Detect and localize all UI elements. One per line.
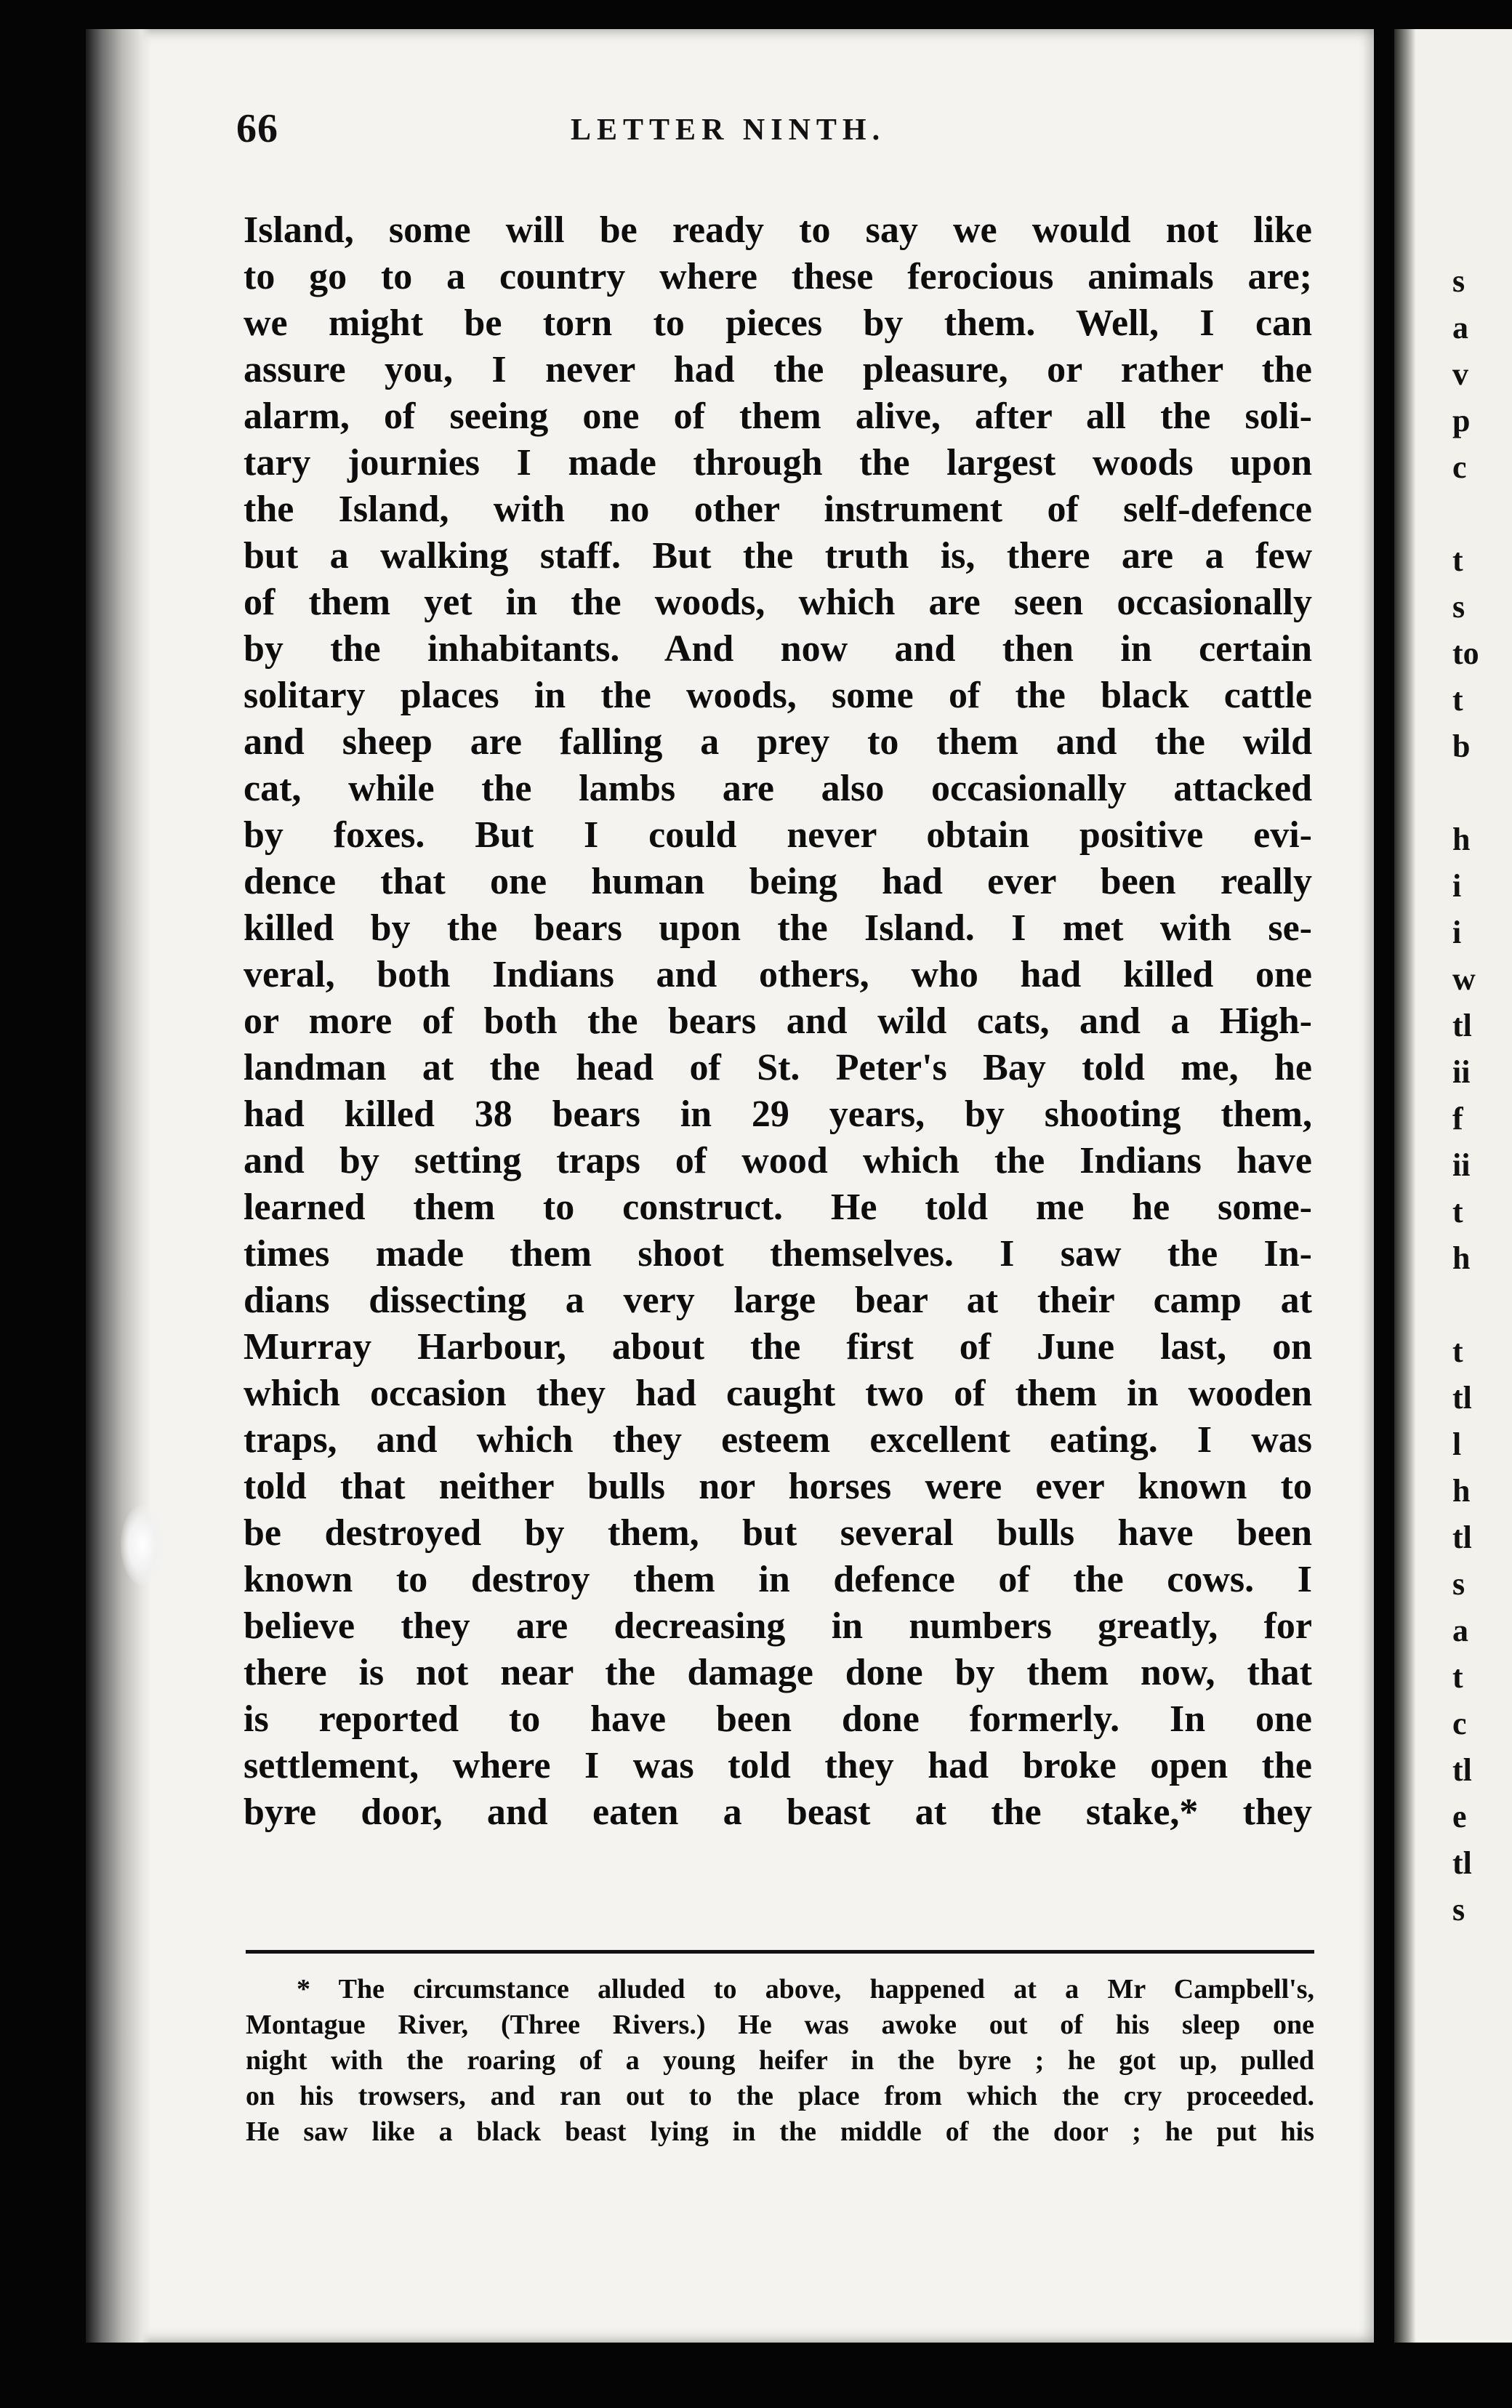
- facing-page-letter: h: [1452, 1240, 1471, 1276]
- facing-page-letter-column: [1452, 258, 1511, 1933]
- facing-page-letter: a: [1452, 310, 1468, 345]
- facing-page-letter: l: [1452, 1426, 1462, 1462]
- body-line: there is not near the damage done by them now, that: [244, 1652, 1312, 1693]
- facing-page-letter: t: [1452, 682, 1463, 718]
- page-number: 66: [236, 106, 278, 151]
- body-line: and sheep are falling a prey to them and the wild: [244, 721, 1312, 763]
- body-line: but a walking staff. But the truth is, there are a few: [244, 535, 1312, 577]
- body-line: byre door, and eaten a beast at the stake,* they: [244, 1791, 1312, 1833]
- page-header: [236, 105, 1319, 164]
- body-line: solitary places in the woods, some of the black cattle: [244, 675, 1312, 716]
- facing-page-gutter: [1394, 29, 1416, 2343]
- body-line: we might be torn to pieces by them. Well, I can: [244, 302, 1312, 344]
- footnote: [246, 1972, 1314, 2150]
- facing-page-letter: t: [1452, 542, 1463, 578]
- body-line: settlement, where I was told they had broke open the: [244, 1745, 1312, 1786]
- facing-page-letter: tl: [1452, 1845, 1472, 1881]
- body-line: dians dissecting a very large bear at their camp at: [244, 1280, 1312, 1321]
- facing-page-letter: e: [1452, 1799, 1467, 1834]
- facing-page-letter: t: [1452, 1659, 1463, 1695]
- footnote-line: on his trowsers, and ran out to the place from which the cry proceeded.: [246, 2081, 1314, 2111]
- body-line: alarm, of seeing one of them alive, after all the soli-: [244, 396, 1312, 437]
- body-line: or more of both the bears and wild cats, and a High-: [244, 1000, 1312, 1042]
- footnote-rule: [246, 1950, 1314, 1954]
- body-line: landman at the head of St. Peter's Bay told me, he: [244, 1047, 1312, 1088]
- body-text: [244, 207, 1312, 1836]
- body-line: believe they are decreasing in numbers greatly, for: [244, 1605, 1312, 1647]
- body-line: learned them to construct. He told me he some-: [244, 1187, 1312, 1228]
- facing-page-edge: [1394, 29, 1512, 2343]
- facing-page-letter: h: [1452, 822, 1471, 857]
- body-line: to go to a country where these ferocious animals are;: [244, 256, 1312, 297]
- facing-page-letter: c: [1452, 1706, 1467, 1741]
- facing-page-letter: tl: [1452, 1380, 1472, 1416]
- paper-stain: [121, 1505, 164, 1585]
- body-line: told that neither bulls nor horses were ever known to: [244, 1466, 1312, 1507]
- body-line: of them yet in the woods, which are seen occasionally: [244, 582, 1312, 623]
- body-line: had killed 38 bears in 29 years, by shooting them,: [244, 1093, 1312, 1135]
- facing-page-letter: [1452, 770, 1511, 816]
- facing-page-letter: i: [1452, 868, 1462, 904]
- running-title: LETTER NINTH.: [571, 113, 886, 147]
- facing-page-letter: t: [1452, 1194, 1463, 1229]
- facing-page-letter: ii: [1452, 1054, 1471, 1090]
- body-line: traps, and which they esteem excellent eating. I was: [244, 1419, 1312, 1461]
- footnote-line: * The circumstance alluded to above, happened at a Mr Campbell's,: [297, 1974, 1314, 2004]
- body-line: Murray Harbour, about the first of June last, on: [244, 1326, 1312, 1368]
- body-line: assure you, I never had the pleasure, or rather the: [244, 349, 1312, 390]
- facing-page-letter: f: [1452, 1101, 1463, 1136]
- footnote-line: He saw like a black beast lying in the middle of the door ; he put his: [246, 2116, 1314, 2147]
- facing-page-letter: s: [1452, 1566, 1465, 1602]
- body-line: be destroyed by them, but several bulls have been: [244, 1512, 1312, 1554]
- body-line: by foxes. But I could never obtain positive evi-: [244, 814, 1312, 856]
- footnote-line: Montague River, (Three Rivers.) He was awoke out of his sleep one: [246, 2010, 1314, 2040]
- facing-page-letter: i: [1452, 915, 1462, 950]
- facing-page-letter: t: [1452, 1333, 1463, 1369]
- facing-page-letter: to: [1452, 635, 1479, 671]
- facing-page-letter: s: [1452, 589, 1465, 625]
- facing-page-letter: [1452, 1282, 1511, 1328]
- body-line: dence that one human being had ever been really: [244, 861, 1312, 902]
- facing-page-letter: tl: [1452, 1520, 1472, 1555]
- body-line: which occasion they had caught two of them in wooden: [244, 1373, 1312, 1414]
- body-line: is reported to have been done formerly. In one: [244, 1698, 1312, 1740]
- facing-page-letter: h: [1452, 1473, 1471, 1509]
- facing-page-letter: ii: [1452, 1147, 1471, 1183]
- body-line: known to destroy them in defence of the cows. I: [244, 1559, 1312, 1600]
- facing-page-letter: s: [1452, 1892, 1465, 1927]
- facing-page-letter: s: [1452, 263, 1465, 299]
- facing-page-letter: a: [1452, 1613, 1468, 1648]
- facing-page-letter: v: [1452, 356, 1468, 392]
- body-line: and by setting traps of wood which the Indians have: [244, 1140, 1312, 1181]
- body-line: tary journies I made through the largest woods upon: [244, 442, 1312, 483]
- facing-page-letter: tl: [1452, 1008, 1472, 1043]
- facing-page-letter: p: [1452, 403, 1471, 438]
- body-line: killed by the bears upon the Island. I met with se-: [244, 907, 1312, 949]
- body-line: times made them shoot themselves. I saw the In-: [244, 1233, 1312, 1275]
- body-line: veral, both Indians and others, who had killed one: [244, 954, 1312, 995]
- body-line: Island, some will be ready to say we would not like: [244, 209, 1312, 251]
- facing-page-letter: [1452, 491, 1511, 537]
- facing-page-letter: tl: [1452, 1752, 1472, 1788]
- page-gutter-shadow: [86, 29, 151, 2343]
- body-line: the Island, with no other instrument of self-defence: [244, 489, 1312, 530]
- body-line: by the inhabitants. And now and then in certain: [244, 628, 1312, 670]
- facing-page-letter: c: [1452, 449, 1467, 485]
- footnote-line: night with the roaring of a young heifer in the byre ; he got up, pulled: [246, 2045, 1314, 2076]
- facing-page-letter: w: [1452, 961, 1476, 997]
- body-line: cat, while the lambs are also occasionally attacked: [244, 768, 1312, 809]
- facing-page-letter: b: [1452, 729, 1471, 764]
